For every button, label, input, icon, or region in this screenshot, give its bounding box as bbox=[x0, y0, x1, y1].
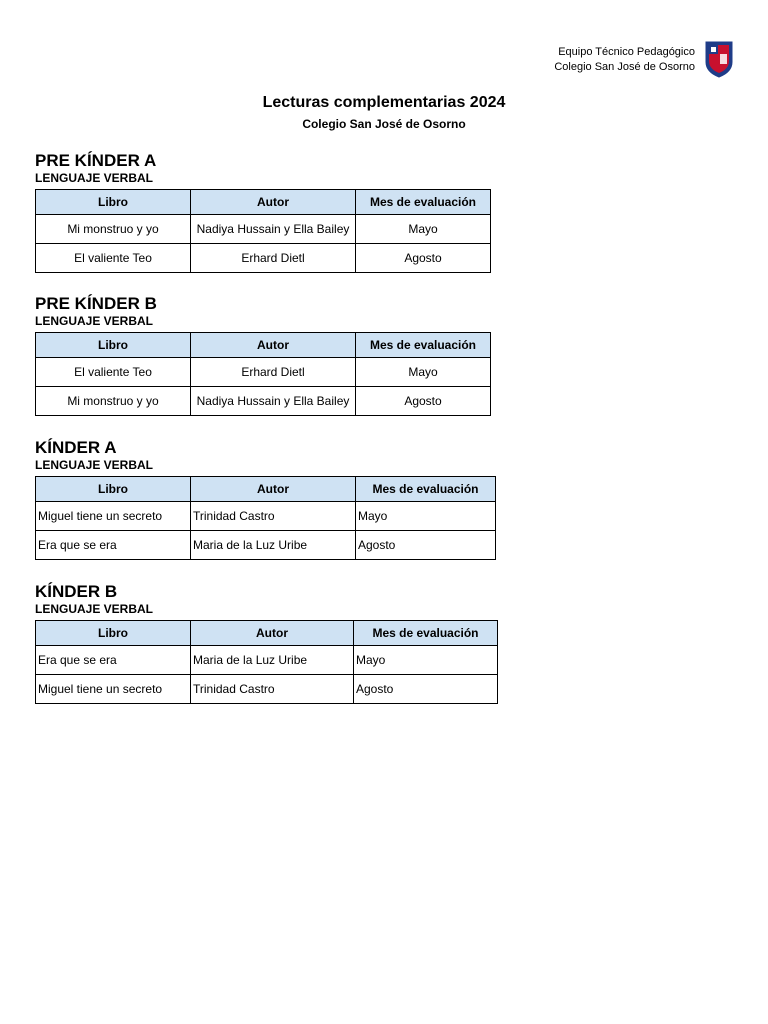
header-team-name: Equipo Técnico Pedagógico bbox=[558, 46, 695, 58]
section-subtitle: LENGUAJE VERBAL bbox=[35, 458, 154, 472]
cell-libro: Era que se era bbox=[36, 646, 191, 675]
column-header-mes: Mes de evaluación bbox=[354, 621, 498, 646]
section-title: KÍNDER B bbox=[35, 582, 118, 601]
table-row bbox=[36, 387, 491, 416]
cell-mes: Agosto bbox=[356, 387, 491, 416]
readings-table bbox=[35, 189, 491, 273]
section-title: PRE KÍNDER A bbox=[35, 151, 157, 170]
section-kinder-a bbox=[35, 438, 496, 560]
document-subtitle: Colegio San José de Osorno bbox=[302, 117, 466, 131]
cell-autor: Erhard Dietl bbox=[191, 244, 356, 273]
readings-table bbox=[35, 476, 496, 560]
section-pre-kinder-b bbox=[35, 294, 491, 416]
school-crest-icon bbox=[705, 40, 733, 78]
column-header-autor: Autor bbox=[191, 477, 356, 502]
cell-libro: Miguel tiene un secreto bbox=[36, 502, 191, 531]
cell-autor: Trinidad Castro bbox=[191, 675, 354, 704]
header-school-name: Colegio San José de Osorno bbox=[554, 61, 695, 73]
header-block bbox=[554, 45, 695, 75]
column-header-autor: Autor bbox=[191, 621, 354, 646]
table-row bbox=[36, 675, 498, 704]
cell-autor: Erhard Dietl bbox=[191, 358, 356, 387]
document-title: Lecturas complementarias 2024 bbox=[262, 94, 506, 111]
column-header-libro: Libro bbox=[36, 190, 191, 215]
cell-libro: El valiente Teo bbox=[36, 358, 191, 387]
column-header-autor: Autor bbox=[191, 333, 356, 358]
column-header-mes: Mes de evaluación bbox=[356, 333, 491, 358]
cell-autor: Nadiya Hussain y Ella Bailey bbox=[191, 215, 356, 244]
cell-libro: Mi monstruo y yo bbox=[36, 215, 191, 244]
cell-libro: El valiente Teo bbox=[36, 244, 191, 273]
cell-autor: Maria de la Luz Uribe bbox=[191, 646, 354, 675]
cell-autor: Nadiya Hussain y Ella Bailey bbox=[191, 387, 356, 416]
section-pre-kinder-a bbox=[35, 151, 491, 273]
section-subtitle: LENGUAJE VERBAL bbox=[35, 314, 154, 328]
column-header-mes: Mes de evaluación bbox=[356, 190, 491, 215]
cell-mes: Agosto bbox=[354, 675, 498, 704]
table-row bbox=[36, 215, 491, 244]
cell-mes: Mayo bbox=[354, 646, 498, 675]
section-subtitle: LENGUAJE VERBAL bbox=[35, 171, 154, 185]
column-header-mes: Mes de evaluación bbox=[356, 477, 496, 502]
cell-mes: Mayo bbox=[356, 502, 496, 531]
readings-table bbox=[35, 620, 498, 704]
cell-libro: Miguel tiene un secreto bbox=[36, 675, 191, 704]
table-row bbox=[36, 358, 491, 387]
cell-libro: Era que se era bbox=[36, 531, 191, 560]
column-header-autor: Autor bbox=[191, 190, 356, 215]
table-row bbox=[36, 244, 491, 273]
section-kinder-b bbox=[35, 582, 498, 704]
table-row bbox=[36, 502, 496, 531]
cell-mes: Mayo bbox=[356, 358, 491, 387]
cell-autor: Maria de la Luz Uribe bbox=[191, 531, 356, 560]
section-subtitle: LENGUAJE VERBAL bbox=[35, 602, 154, 616]
section-title: KÍNDER A bbox=[35, 438, 117, 457]
cell-mes: Agosto bbox=[356, 531, 496, 560]
cell-libro: Mi monstruo y yo bbox=[36, 387, 191, 416]
column-header-libro: Libro bbox=[36, 477, 191, 502]
cell-autor: Trinidad Castro bbox=[191, 502, 356, 531]
cell-mes: Agosto bbox=[356, 244, 491, 273]
column-header-libro: Libro bbox=[36, 621, 191, 646]
column-header-libro: Libro bbox=[36, 333, 191, 358]
table-row bbox=[36, 531, 496, 560]
section-title: PRE KÍNDER B bbox=[35, 294, 157, 313]
readings-table bbox=[35, 332, 491, 416]
table-row bbox=[36, 646, 498, 675]
cell-mes: Mayo bbox=[356, 215, 491, 244]
